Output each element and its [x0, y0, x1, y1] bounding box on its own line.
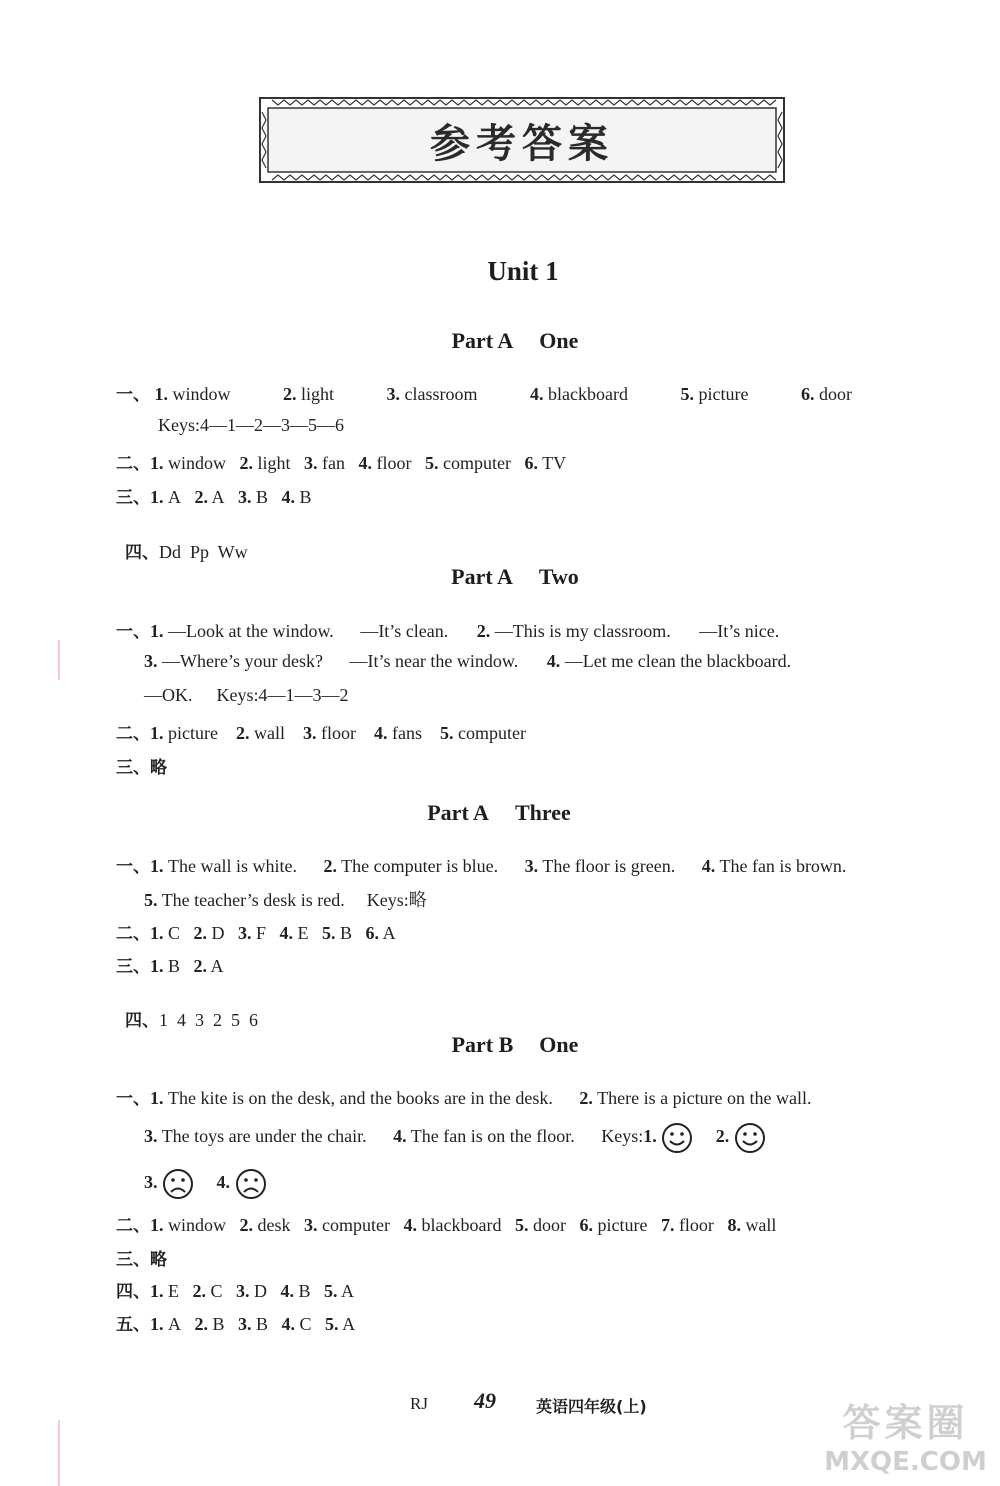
- answer-line: 二、1. window 2. light 3. fan 4. floor 5. computer 6. TV: [116, 453, 567, 474]
- answer-line: 五、1. A 2. B 3. B 4. C 5. A: [116, 1314, 356, 1335]
- answer-line: 四、1. E 2. C 3. D 4. B 5. A: [116, 1281, 355, 1302]
- answer-line: 三、略: [116, 758, 167, 778]
- answer-line: —OK. Keys:4—1—3—2: [144, 685, 349, 705]
- answer-line: 一、1. The kite is on the desk, and the books are in the desk. 2. There is a picture on the wall.: [116, 1088, 812, 1109]
- answer-line: 三、略: [116, 1250, 167, 1270]
- happy-face-icon: [661, 1122, 693, 1154]
- happy-face-icon: [734, 1122, 766, 1154]
- answer-line: 3. The toys are under the chair. 4. The fan is on the floor. Keys:1. 2.: [144, 1122, 766, 1154]
- footer-code: RJ: [410, 1394, 428, 1413]
- answer-line: 一、1. The wall is white. 2. The computer is blue. 3. The floor is green. 4. The fan is brown.: [116, 856, 847, 877]
- section-heading: Part A Three: [427, 800, 571, 825]
- book-title: 英语四年级(上): [536, 1397, 647, 1416]
- watermark: [818, 1392, 993, 1482]
- section-heading: Part B One: [451, 1032, 579, 1057]
- answer-line: 二、1. window 2. desk 3. computer 4. blackboard 5. door 6. picture 7. floor 8. wall: [116, 1215, 777, 1236]
- answer-line: 三、1. B 2. A: [116, 956, 224, 977]
- answer-line: 一、 1. window 2. light 3. classroom 4. blackboard 5. picture 6. door: [116, 384, 852, 405]
- watermark-domain: MXQE.COM: [824, 1447, 987, 1477]
- answer-line: 二、1. picture 2. wall 3. floor 4. fans 5. computer: [116, 723, 526, 744]
- answer-line: 3. 4.: [144, 1168, 267, 1200]
- answer-line: 四、Dd Pp Ww: [125, 542, 248, 563]
- answer-keys: Keys:4—1—2—3—5—6: [158, 415, 344, 435]
- answer-line: 5. The teacher’s desk is red. Keys:略: [144, 890, 427, 910]
- answer-line: 二、1. C 2. D 3. F 4. E 5. B 6. A: [116, 923, 396, 944]
- answer-line: 四、1 4 3 2 5 6: [125, 1010, 258, 1031]
- section-heading: Part A One: [451, 328, 579, 353]
- answer-banner: [258, 96, 786, 184]
- page-edge-mark: [58, 640, 60, 680]
- page-number: 49: [474, 1388, 496, 1413]
- answer-line: 3. —Where’s your desk? —It’s near the window. 4. —Let me clean the blackboard.: [144, 651, 792, 671]
- watermark-logo: 答案圈: [842, 1401, 969, 1445]
- section-heading: Part A Two: [451, 564, 579, 589]
- page-edge-mark: [58, 1420, 60, 1486]
- sad-face-icon: [162, 1168, 194, 1200]
- answer-line: 一、1. —Look at the window. —It’s clean. 2. —This is my classroom. —It’s nice.: [116, 621, 780, 642]
- answer-line: 三、1. A 2. A 3. B 4. B: [116, 487, 312, 508]
- sad-face-icon: [235, 1168, 267, 1200]
- banner-title: 参考答案: [430, 120, 614, 167]
- unit-title: Unit 1: [487, 256, 559, 286]
